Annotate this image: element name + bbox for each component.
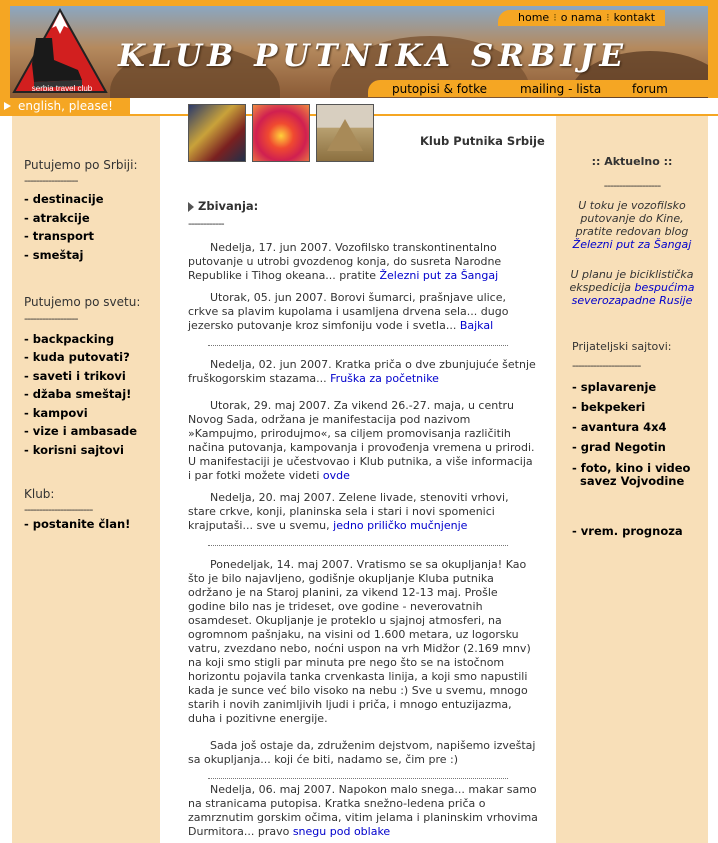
section-divider: ------------	[188, 217, 224, 230]
news-item	[188, 399, 538, 483]
menu-divider: ------------------	[24, 312, 78, 325]
nav-home[interactable]: home	[518, 11, 550, 24]
menu-heading-klub: Klub:	[24, 487, 55, 501]
section-title-text: Zbivanja:	[198, 199, 259, 213]
menu-item-kuda-putovati[interactable]: - kuda putovati?	[24, 350, 130, 364]
news-link[interactable]: Bajkal	[459, 319, 494, 332]
news-text: Sada još ostaje da, združenim dejstvom, napišemo izveštaj sa okupljanja... koji će biti, nadamo se, čim pre :)	[188, 739, 536, 766]
top-nav	[498, 10, 665, 26]
nav-separator: ⁝	[553, 11, 557, 24]
news-divider	[208, 545, 508, 546]
thumbnail-church[interactable]	[188, 104, 246, 162]
news-link[interactable]: ovde	[322, 469, 350, 482]
aktuelno-text: U toku je vozofilsko putovanje do Kine, pratite redovan blog	[575, 199, 689, 238]
menu-item-saveti[interactable]: - saveti i trikovi	[24, 369, 126, 383]
news-item	[188, 358, 538, 386]
news-link[interactable]: snegu pod oblake	[292, 825, 391, 838]
thumbnail-pyramid[interactable]	[316, 104, 374, 162]
aktuelno-link[interactable]: Železni put za Šangaj	[572, 238, 692, 251]
nav-forum[interactable]: forum	[632, 82, 668, 96]
news-item	[188, 558, 538, 726]
friend-site-splavarenje[interactable]: - splavarenje	[572, 380, 657, 394]
english-link[interactable]	[0, 98, 130, 114]
news-item	[188, 739, 538, 767]
english-link-label: english, please!	[18, 99, 113, 113]
news-text: Nedelja, 02. jun 2007. Kratka priča o dve zbunjujuće šetnje fruškogorskim stazama...	[188, 358, 536, 385]
aktuelno-divider: -------------------	[603, 179, 661, 192]
page-margin	[708, 116, 718, 843]
news-link[interactable]: Fruška za početnike	[330, 372, 439, 385]
aktuelno-text: U planu je biciklistička ekspedicija	[569, 268, 694, 294]
aktuelno-item	[562, 268, 702, 307]
prijatelji-heading: Prijateljski sajtovi:	[572, 340, 672, 353]
menu-item-smestaj[interactable]: - smeštaj	[24, 248, 84, 262]
friend-site-avantura[interactable]: - avantura 4x4	[572, 420, 667, 434]
news-text: Utorak, 29. maj 2007. Za vikend 26.-27. maja, u centru Novog Sada, održana je manifestacija pod nazivom »Kampujmo, prirodujmo«, sa ciljem promovisanja različitih načina putovanja, kampovanja i provođenja vremena u prirodi. U manifestaciji je učestvovao i Klub putnika, a više informacija i par fotki možete videti	[188, 399, 535, 482]
menu-item-dzaba-smestaj[interactable]: - džaba smeštaj!	[24, 387, 132, 401]
logo-text: serbia travel club	[31, 84, 93, 93]
news-item	[188, 491, 538, 533]
news-text: Nedelja, 20. maj 2007. Zelene livade, stenoviti vrhovi, stare crkve, konji, planinska sela i stari i novi spomenici krajputaši... sve u svemu,	[188, 491, 509, 532]
news-link[interactable]: jedno priličko mučnjenje	[333, 519, 468, 532]
club-logo[interactable]	[12, 8, 108, 96]
menu-item-korisni-sajtovi[interactable]: - korisni sajtovi	[24, 443, 124, 457]
section-title	[188, 199, 258, 213]
menu-item-vize[interactable]: - vize i ambasade	[24, 424, 138, 438]
thumbnail-flower[interactable]	[252, 104, 310, 162]
menu-item-atrakcije[interactable]: - atrakcije	[24, 211, 90, 225]
menu-heading-srbija: Putujemo po Srbiji:	[24, 158, 138, 172]
aktuelno-item	[562, 199, 702, 251]
news-divider	[208, 778, 508, 779]
nav-mailing-lista[interactable]: mailing - lista	[520, 82, 602, 96]
menu-item-transport[interactable]: - transport	[24, 229, 95, 243]
nav-kontakt[interactable]: kontakt	[613, 11, 656, 24]
arrow-right-icon	[4, 102, 11, 110]
news-text: Nedelja, 06. maj 2007. Napokon malo snega... makar samo na stranicama putopisa. Kratka snežno-ledena priča o zamrznutim gorskim očima, vitim jelama i planinskim vrhovima Durmitora... pravo	[188, 783, 538, 838]
menu-item-destinacije[interactable]: - destinacije	[24, 192, 104, 206]
main-nav	[368, 80, 718, 97]
news-item	[188, 241, 538, 283]
menu-heading-svet: Putujemo po svetu:	[24, 295, 141, 309]
menu-item-postanite-clan[interactable]: - postanite član!	[24, 517, 131, 531]
friend-site-bekpekeri[interactable]: - bekpekeri	[572, 400, 646, 414]
aktuelno-heading: :: Aktuelno ::	[591, 155, 673, 168]
nav-o-nama[interactable]: o nama	[560, 11, 603, 24]
left-sidebar	[12, 116, 160, 843]
friend-site-foto-kino[interactable]: - foto, kino i video	[572, 461, 691, 475]
menu-item-backpacking[interactable]: - backpacking	[24, 332, 115, 346]
nav-separator: ⁝	[606, 11, 610, 24]
news-divider	[208, 345, 508, 346]
menu-item-kampovi[interactable]: - kampovi	[24, 406, 88, 420]
club-caption: Klub Putnika Srbije	[420, 134, 545, 148]
menu-divider: -----------------------	[24, 503, 93, 516]
aktuelno-link[interactable]: bespućima severozapadne Rusije	[571, 281, 695, 307]
news-link[interactable]: Železni put za Šangaj	[379, 269, 499, 282]
triangle-right-icon	[188, 202, 194, 212]
menu-divider: ------------------	[24, 174, 78, 187]
friend-site-negotin[interactable]: - grad Negotin	[572, 440, 666, 454]
site-title[interactable]: KLUB PUTNIKA SRBIJE	[118, 38, 629, 74]
news-text: Ponedeljak, 14. maj 2007. Vratismo se sa okupljanja! Kao što je bilo najavljeno, godišnje okupljanje Kluba putnika održano je na Staroj planini, za vikend 12-13 maj. Prošle godine bilo nas je trideset, ove godine - neverovatnih osamdeset. Okupljanje je proteklo u sjajnoj atmosferi, na ogromnom pašnjaku, na visini od 1.600 metara, uz logorsku vatru, zvezdano nebo, noćni uspon na vrh Midžor (2.169 mnv) na koji smo stigli par minuta pre nego što se na istočnom horizontu pojavila tanka crvenkasta linija, a koji smo napustili kada je sunce već bilo visoko na nebu :) Sve u svemu, mnogo starih i novih zanimljivih ljudi i priča, i mnogo entuzijazma, duha i pozitivne energije.	[188, 558, 531, 725]
pyramid-shape	[327, 119, 363, 151]
news-text: Nedelja, 17. jun 2007. Vozofilsko transkontinentalno putovanje u utrobi gvozdenog konja, do susreta Narodne Republike i Tihog okeana... pratite	[188, 241, 502, 282]
nav-putopisi[interactable]: putopisi & fotke	[392, 82, 487, 96]
friend-site-foto-kino-2[interactable]: savez Vojvodine	[580, 474, 685, 488]
news-text: Utorak, 05. jun 2007. Borovi šumarci, prašnjave ulice, crkve sa plavim kupolama i usamljena drvena sela... dugo jezersko putovanje kroz simfoniju vode i svetla...	[188, 291, 509, 332]
friend-site-vrem-prognoza[interactable]: - vrem. prognoza	[572, 524, 683, 538]
prijatelji-divider: -----------------------	[572, 359, 641, 372]
news-item	[188, 291, 538, 333]
news-item	[188, 783, 538, 839]
